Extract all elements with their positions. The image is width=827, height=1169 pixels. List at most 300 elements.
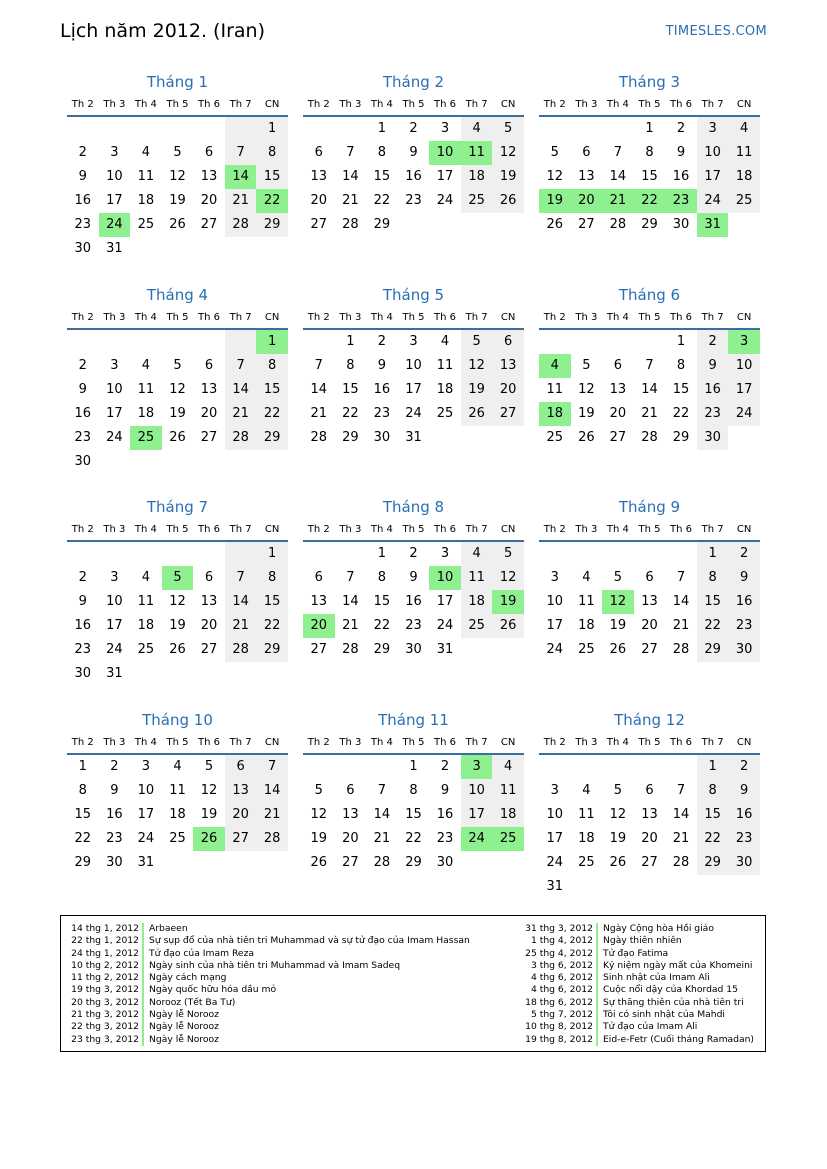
legend-holiday-name: Norooz (Tết Ba Tư) <box>149 996 236 1008</box>
empty-day-cell <box>697 875 729 899</box>
day-cell: 2 <box>409 121 418 136</box>
day-cell: 27 <box>310 217 328 232</box>
day-cell: 14 <box>672 807 690 822</box>
day-cell: 18 <box>137 193 155 208</box>
weekday-label: Th 5 <box>638 99 661 110</box>
weekday-label: Th 4 <box>606 312 629 323</box>
day-cell: 26 <box>169 217 186 232</box>
day-cell: 6 <box>492 330 524 354</box>
empty-day-cell <box>461 426 493 450</box>
month-name: Tháng 11 <box>378 711 449 729</box>
day-cell: 29 <box>342 430 359 445</box>
day-cell: 21 <box>342 618 359 633</box>
weekday-label: Th 7 <box>465 99 488 110</box>
day-cell: 13 <box>609 382 627 397</box>
empty-day-cell <box>303 542 335 566</box>
legend-date: 10 thg 2, 2012 <box>61 960 144 972</box>
day-cell: 19 <box>169 193 186 208</box>
day-cell: 11 <box>137 382 155 397</box>
day-cell: 23 <box>74 217 92 232</box>
empty-day-cell <box>99 117 131 141</box>
day-cell: 22 <box>256 402 288 426</box>
empty-day-cell <box>130 330 162 354</box>
empty-day-cell <box>429 426 461 450</box>
day-cell: 17 <box>728 378 760 402</box>
empty-day-cell <box>634 755 666 779</box>
day-cell: 1 <box>78 759 87 774</box>
day-cell: 15 <box>256 378 288 402</box>
day-cell: 20 <box>342 831 359 846</box>
weekday-label: Th 2 <box>307 524 330 535</box>
weekday-label: Th 7 <box>229 312 252 323</box>
day-cell: 11 <box>578 807 595 822</box>
day-cell: 30 <box>697 426 729 450</box>
day-cell: 18 <box>169 807 186 822</box>
empty-day-cell <box>492 851 524 875</box>
day-cell: 13 <box>310 594 328 609</box>
day-cell: 30 <box>74 241 92 256</box>
day-cell: 6 <box>204 145 214 160</box>
day-cell: 25 <box>578 642 595 657</box>
day-cell: 9 <box>409 570 418 585</box>
day-cell: 8 <box>256 566 288 590</box>
day-cell: 26 <box>609 855 627 870</box>
day-cell: 19 <box>609 831 627 846</box>
month-name: Tháng 5 <box>382 286 445 304</box>
day-cell: 3 <box>409 334 418 349</box>
legend-holiday-name: Ngày quốc hữu hóa dầu mỏ <box>149 984 277 996</box>
day-cell: 5 <box>613 783 623 798</box>
day-cell: 22 <box>672 406 690 421</box>
weekday-label: CN <box>264 99 280 110</box>
day-cell: 4 <box>141 570 151 585</box>
weekday-label: Th 4 <box>370 524 393 535</box>
day-cell: 28 <box>373 855 391 870</box>
weekday-header <box>539 518 760 542</box>
weekday-label: Th 7 <box>229 524 252 535</box>
day-cell: 30 <box>728 638 760 662</box>
day-cell: 7 <box>225 566 257 590</box>
day-cell: 2 <box>78 570 87 585</box>
empty-day-cell <box>256 851 288 875</box>
empty-day-cell <box>398 213 430 237</box>
day-cell: 1 <box>409 759 418 774</box>
weekday-header <box>67 731 288 755</box>
day-cell: 7 <box>645 358 654 373</box>
empty-day-cell <box>461 851 493 875</box>
day-cell: 29 <box>373 217 391 232</box>
day-cell: 29 <box>672 430 690 445</box>
day-cell: 16 <box>74 193 92 208</box>
weekday-label: Th 3 <box>103 312 126 323</box>
month-name: Tháng 8 <box>382 498 445 516</box>
day-cell: 1 <box>697 542 729 566</box>
month-name: Tháng 9 <box>618 498 681 516</box>
day-cell: 25 <box>137 217 155 232</box>
day-cell: 16 <box>106 807 123 822</box>
day-cell: 12 <box>169 382 186 397</box>
day-cell: 2 <box>728 542 760 566</box>
day-cell: 20 <box>609 406 627 421</box>
day-cell: 15 <box>373 594 391 609</box>
empty-day-cell <box>335 755 367 779</box>
day-cell: 8 <box>697 779 729 803</box>
weekday-label: CN <box>264 312 280 323</box>
empty-day-cell <box>665 875 697 899</box>
day-cell: 3 <box>110 358 119 373</box>
day-cell: 15 <box>672 382 690 397</box>
day-grid <box>539 542 760 662</box>
day-cell: 24 <box>436 618 454 633</box>
day-cell: 2 <box>110 759 119 774</box>
day-cell: 3 <box>141 759 151 774</box>
day-grid <box>67 755 288 875</box>
day-cell: 28 <box>225 213 257 237</box>
day-cell: 17 <box>546 831 564 846</box>
day-cell: 29 <box>697 851 729 875</box>
day-cell: 20 <box>200 618 218 633</box>
empty-day-cell <box>193 851 225 875</box>
empty-day-cell <box>67 117 99 141</box>
day-cell: 21 <box>256 803 288 827</box>
day-cell: 9 <box>78 169 87 184</box>
day-cell: 10 <box>429 141 461 165</box>
day-cell: 31 <box>106 666 123 681</box>
day-cell: 21 <box>373 831 391 846</box>
day-cell: 4 <box>582 783 591 798</box>
legend-date: 19 thg 8, 2012 <box>515 1034 598 1046</box>
day-cell: 26 <box>169 430 186 445</box>
day-cell: 5 <box>173 358 182 373</box>
day-cell: 16 <box>74 618 92 633</box>
legend-row <box>61 984 470 996</box>
day-cell: 7 <box>346 570 355 585</box>
day-cell: 20 <box>200 193 218 208</box>
day-cell: 24 <box>405 406 422 421</box>
day-cell: 22 <box>256 614 288 638</box>
day-cell: 25 <box>728 189 760 213</box>
empty-day-cell <box>602 755 634 779</box>
day-cell: 24 <box>546 855 564 870</box>
legend-date: 5 thg 7, 2012 <box>515 1009 598 1021</box>
day-cell: 22 <box>697 827 729 851</box>
day-cell: 12 <box>200 783 218 798</box>
empty-day-cell <box>162 851 194 875</box>
weekday-header <box>539 731 760 755</box>
weekday-label: Th 3 <box>339 737 362 748</box>
weekday-label: Th 5 <box>402 99 425 110</box>
day-cell: 10 <box>546 807 564 822</box>
day-cell: 28 <box>342 642 359 657</box>
month-name: Tháng 1 <box>146 73 209 91</box>
day-cell: 15 <box>373 169 391 184</box>
weekday-header <box>303 518 524 542</box>
day-cell: 17 <box>697 165 729 189</box>
legend-date: 19 thg 3, 2012 <box>61 984 144 996</box>
day-cell: 10 <box>106 382 123 397</box>
day-cell: 3 <box>461 755 493 779</box>
day-cell: 5 <box>582 358 591 373</box>
empty-day-cell <box>162 450 194 474</box>
day-cell: 25 <box>461 189 493 213</box>
day-cell: 5 <box>492 542 524 566</box>
empty-day-cell <box>728 426 760 450</box>
month-name: Tháng 3 <box>618 73 681 91</box>
day-cell: 17 <box>106 193 123 208</box>
day-cell: 25 <box>461 614 493 638</box>
empty-day-cell <box>225 542 257 566</box>
day-cell: 2 <box>78 145 87 160</box>
weekday-label: Th 2 <box>71 99 94 110</box>
day-cell: 26 <box>609 642 627 657</box>
day-cell: 19 <box>539 189 571 213</box>
day-cell: 24 <box>137 831 155 846</box>
day-cell: 21 <box>225 189 257 213</box>
day-cell: 2 <box>728 755 760 779</box>
day-cell: 23 <box>74 642 92 657</box>
weekday-label: Th 3 <box>575 312 598 323</box>
day-cell: 9 <box>697 354 729 378</box>
day-cell: 1 <box>256 542 288 566</box>
day-cell: 22 <box>342 406 359 421</box>
month-name: Tháng 12 <box>614 711 685 729</box>
day-cell: 12 <box>609 807 627 822</box>
weekday-label: Th 5 <box>166 524 189 535</box>
day-cell: 20 <box>200 406 218 421</box>
day-cell: 6 <box>204 358 214 373</box>
weekday-label: Th 3 <box>339 312 362 323</box>
day-cell: 12 <box>492 566 524 590</box>
day-cell: 19 <box>200 807 218 822</box>
empty-day-cell <box>130 117 162 141</box>
day-cell: 29 <box>373 642 391 657</box>
legend-row <box>515 935 754 947</box>
empty-day-cell <box>429 213 461 237</box>
legend-row <box>61 972 470 984</box>
day-cell: 28 <box>225 426 257 450</box>
day-cell: 28 <box>641 430 658 445</box>
legend-date: 11 thg 2, 2012 <box>61 972 144 984</box>
day-cell: 29 <box>641 217 658 232</box>
day-cell: 10 <box>697 141 729 165</box>
legend-holiday-name: Tử đạo của Imam Ali <box>603 1021 698 1033</box>
day-cell: 27 <box>609 430 627 445</box>
day-cell: 6 <box>225 755 257 779</box>
day-cell: 26 <box>492 614 524 638</box>
empty-day-cell <box>539 542 571 566</box>
day-cell: 30 <box>373 430 391 445</box>
day-cell: 27 <box>200 642 218 657</box>
weekday-label: Th 3 <box>575 99 598 110</box>
legend-date: 14 thg 1, 2012 <box>61 923 144 935</box>
day-cell: 14 <box>342 169 359 184</box>
day-cell: 31 <box>405 430 422 445</box>
day-cell: 15 <box>697 590 729 614</box>
empty-day-cell <box>571 117 603 141</box>
legend-column-right <box>515 923 754 1046</box>
weekday-label: Th 7 <box>229 737 252 748</box>
weekday-label: CN <box>264 737 280 748</box>
legend-row <box>61 1021 470 1033</box>
legend-row <box>515 923 754 935</box>
day-cell: 18 <box>578 831 595 846</box>
empty-day-cell <box>634 875 666 899</box>
legend-row <box>61 1009 470 1021</box>
weekday-label: Th 3 <box>103 99 126 110</box>
day-cell: 9 <box>728 779 760 803</box>
day-cell: 11 <box>169 783 186 798</box>
day-cell: 27 <box>641 642 658 657</box>
day-cell: 17 <box>436 594 454 609</box>
day-grid <box>303 542 524 662</box>
day-cell: 21 <box>672 831 690 846</box>
empty-day-cell <box>492 426 524 450</box>
day-cell: 12 <box>578 382 595 397</box>
weekday-label: CN <box>736 737 752 748</box>
legend-date: 4 thg 6, 2012 <box>515 972 598 984</box>
day-grid <box>303 755 524 875</box>
day-cell: 19 <box>169 618 186 633</box>
day-cell: 12 <box>169 594 186 609</box>
day-cell: 3 <box>110 570 119 585</box>
day-cell: 12 <box>461 354 493 378</box>
day-cell: 17 <box>461 803 493 827</box>
day-cell: 3 <box>697 117 729 141</box>
day-cell: 13 <box>578 169 595 184</box>
day-grid <box>539 755 760 899</box>
weekday-label: Th 2 <box>543 312 566 323</box>
day-cell: 9 <box>440 783 450 798</box>
empty-day-cell <box>571 875 603 899</box>
weekday-label: Th 4 <box>370 737 393 748</box>
weekday-label: Th 6 <box>670 524 693 535</box>
legend-row <box>515 948 754 960</box>
legend-date: 22 thg 1, 2012 <box>61 935 144 947</box>
empty-day-cell <box>99 542 131 566</box>
legend-row <box>61 923 470 935</box>
day-cell: 5 <box>314 783 323 798</box>
weekday-label: Th 6 <box>198 524 221 535</box>
empty-day-cell <box>162 662 194 686</box>
weekday-header <box>539 93 760 117</box>
empty-day-cell <box>130 450 162 474</box>
page-title: Lịch năm 2012. (Iran) <box>60 20 265 42</box>
day-cell: 4 <box>173 759 182 774</box>
day-cell: 18 <box>137 618 155 633</box>
day-cell: 22 <box>256 189 288 213</box>
day-cell: 19 <box>578 406 595 421</box>
month-name: Tháng 2 <box>382 73 445 91</box>
month-calendar <box>67 496 288 686</box>
day-cell: 8 <box>377 570 387 585</box>
day-cell: 19 <box>492 165 524 189</box>
day-cell: 8 <box>697 566 729 590</box>
empty-day-cell <box>602 875 634 899</box>
weekday-label: Th 6 <box>670 312 693 323</box>
day-cell: 19 <box>310 831 328 846</box>
day-cell: 13 <box>641 594 658 609</box>
day-cell: 4 <box>582 570 591 585</box>
day-cell: 22 <box>373 618 391 633</box>
weekday-header <box>303 93 524 117</box>
weekday-label: Th 3 <box>339 99 362 110</box>
empty-day-cell <box>602 330 634 354</box>
month-calendar <box>303 496 524 662</box>
day-cell: 12 <box>546 169 564 184</box>
legend-date: 3 thg 6, 2012 <box>515 960 598 972</box>
day-cell: 5 <box>204 759 214 774</box>
legend-holiday-name: Sự thăng thiên của nhà tiên tri <box>603 996 744 1008</box>
day-cell: 29 <box>256 426 288 450</box>
empty-day-cell <box>193 542 225 566</box>
day-cell: 31 <box>436 642 454 657</box>
empty-day-cell <box>461 638 493 662</box>
day-cell: 14 <box>672 594 690 609</box>
legend-holiday-name: Tôi có sinh nhật của Mahdi <box>603 1009 725 1021</box>
day-cell: 3 <box>110 145 119 160</box>
empty-day-cell <box>99 450 131 474</box>
day-cell: 8 <box>346 358 355 373</box>
weekday-header <box>539 306 760 330</box>
empty-day-cell <box>193 330 225 354</box>
day-cell: 2 <box>676 121 686 136</box>
day-cell: 7 <box>225 354 257 378</box>
day-cell: 7 <box>225 141 257 165</box>
empty-day-cell <box>492 213 524 237</box>
weekday-header <box>67 93 288 117</box>
month-calendar <box>67 71 288 261</box>
day-cell: 14 <box>225 165 257 189</box>
day-cell: 27 <box>200 217 218 232</box>
weekday-label: Th 6 <box>670 737 693 748</box>
day-cell: 11 <box>461 141 493 165</box>
day-cell: 5 <box>613 570 623 585</box>
day-cell: 10 <box>429 566 461 590</box>
day-cell: 29 <box>405 855 422 870</box>
weekday-label: Th 3 <box>103 737 126 748</box>
day-cell: 13 <box>310 169 328 184</box>
day-cell: 26 <box>310 855 328 870</box>
weekday-label: Th 4 <box>134 524 157 535</box>
empty-day-cell <box>225 117 257 141</box>
day-cell: 20 <box>571 189 603 213</box>
day-cell: 10 <box>137 783 155 798</box>
legend-holiday-name: Tử đạo Fatima <box>603 947 669 959</box>
day-cell: 11 <box>461 566 493 590</box>
brand-link[interactable]: TIMESLES.COM <box>665 24 767 39</box>
day-cell: 3 <box>440 121 450 136</box>
day-cell: 20 <box>303 614 335 638</box>
day-cell: 10 <box>546 594 564 609</box>
weekday-label: Th 7 <box>701 312 724 323</box>
day-cell: 14 <box>310 382 328 397</box>
day-cell: 16 <box>728 590 760 614</box>
weekday-label: Th 4 <box>606 524 629 535</box>
day-cell: 20 <box>225 803 257 827</box>
legend-date: 21 thg 3, 2012 <box>61 1009 144 1021</box>
day-cell: 2 <box>78 358 87 373</box>
day-cell: 18 <box>578 618 595 633</box>
day-cell: 29 <box>256 213 288 237</box>
day-cell: 24 <box>546 642 564 657</box>
day-cell: 15 <box>405 807 422 822</box>
day-cell: 5 <box>492 117 524 141</box>
weekday-label: CN <box>500 312 516 323</box>
day-cell: 23 <box>373 406 391 421</box>
day-cell: 4 <box>539 354 571 378</box>
day-cell: 1 <box>697 755 729 779</box>
legend-holiday-name: Ngày thiên nhiên <box>603 935 682 947</box>
